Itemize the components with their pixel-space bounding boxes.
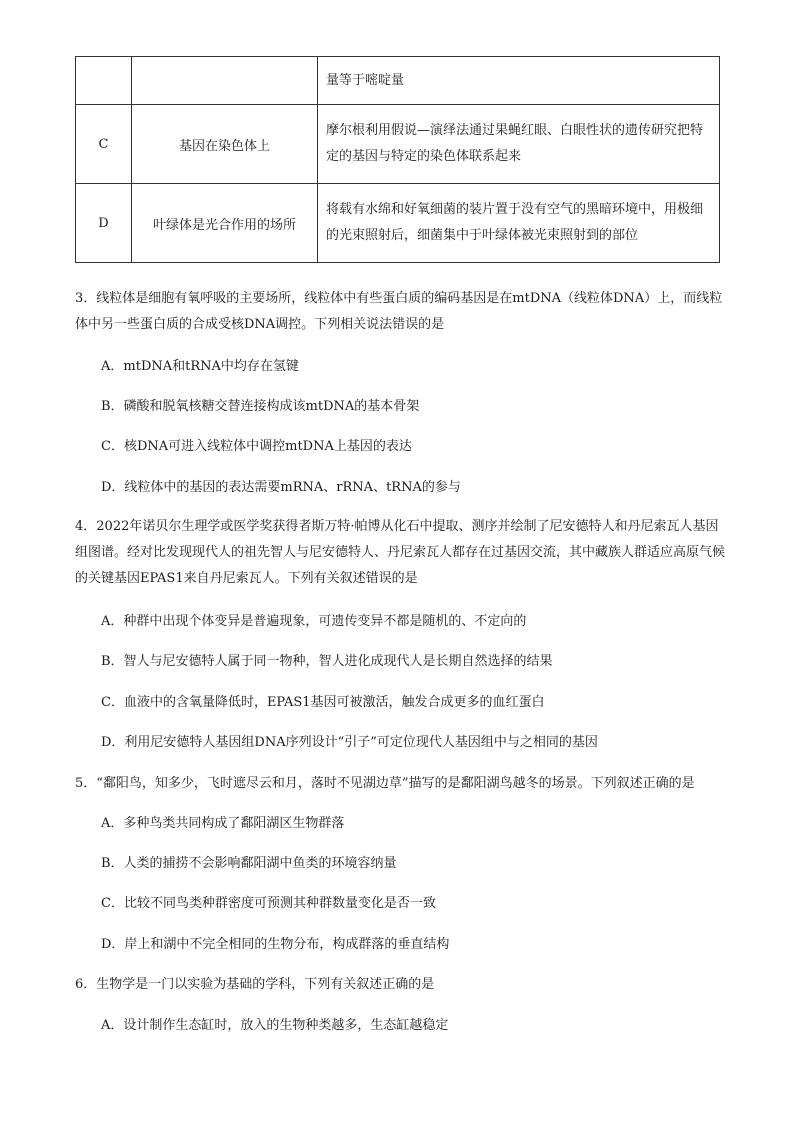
question-5-option-c: C．比较不同鸟类种群密度可预测其种群数量变化是否一致	[101, 896, 436, 911]
row-topic: 叶绿体是光合作用的场所	[132, 184, 318, 263]
question-4-option-d: D．利用尼安德特人基因组DNA序列设计“引子”可定位现代人基因组中与之相同的基因	[101, 735, 598, 750]
question-6-option-a: A．设计制作生态缸时，放入的生物种类越多，生态缸越稳定	[101, 1018, 449, 1033]
question-3-option-c: C．核DNA可进入线粒体中调控mtDNA上基因的表达	[101, 439, 412, 454]
row-label: D	[76, 184, 132, 263]
question-5-option-a: A．多种鸟类共同构成了鄱阳湖区生物群落	[101, 816, 345, 831]
row-description: 将载有水绵和好氧细菌的装片置于没有空气的黑暗环境中，用极细的光束照射后，细菌集中于叶绿体被光束照射到的部位	[318, 184, 720, 263]
table-row	[76, 184, 720, 263]
question-5-option-d: D．岸上和湖中不完全相同的生物分布，构成群落的垂直结构	[101, 937, 450, 952]
table-row	[76, 105, 720, 184]
question-3-option-a: A．mtDNA和tRNA中均存在氢键	[101, 359, 299, 374]
question-5-option-b: B．人类的捕捞不会影响鄱阳湖中鱼类的环境容纳量	[101, 856, 397, 871]
question-3-option-d: D．线粒体中的基因的表达需要mRNA、rRNA、tRNA的参与	[101, 480, 461, 495]
row-topic: 基因在染色体上	[132, 105, 318, 184]
question-3-option-b: B．磷酸和脱氧核糖交替连接构成该mtDNA的基本骨架	[101, 399, 420, 414]
row-description: 摩尔根利用假说—演绎法通过果蝇红眼、白眼性状的遗传研究把特定的基因与特定的染色体联系起来	[318, 105, 720, 184]
question-6-stem: 6．生物学是一门以实验为基础的学科，下列有关叙述正确的是	[75, 977, 435, 992]
question-4-option-c: C．血液中的含氧量降低时，EPAS1基因可被激活，触发合成更多的血红蛋白	[101, 695, 545, 710]
question-4-stem: 4．2022年诺贝尔生理学或医学奖获得者斯万特·帕博从化石中提取、测序并绘制了尼安德特人和丹尼索瓦人基因组图谱。经对比发现现代人的祖先智人与尼安德特人、丹尼索瓦人都存在过基因交流，其中藏族人群适应高原气候的关键基因EPAS1来自丹尼索瓦人。下列有关叙述错误的是	[75, 519, 726, 586]
row-description: 量等于嘧啶量	[318, 57, 720, 105]
question-5-stem: 5．“鄱阳鸟，知多少，飞时遮尽云和月，落时不见湖边草”描写的是鄱阳湖鸟越冬的场景。下列叙述正确的是	[75, 776, 695, 791]
table-row	[76, 57, 720, 105]
question-4-option-b: B．智人与尼安德特人属于同一物种，智人进化成现代人是长期自然选择的结果	[101, 654, 553, 669]
experiment-table	[75, 56, 720, 263]
row-topic	[132, 57, 318, 105]
question-3-stem: 3．线粒体是细胞有氧呼吸的主要场所，线粒体中有些蛋白质的编码基因是在mtDNA（线粒体DNA）上，而线粒体中另一些蛋白质的合成受核DNA调控。下列相关说法错误的是	[75, 291, 723, 332]
row-label: C	[76, 105, 132, 184]
question-4-option-a: A．种群中出现个体变异是普遍现象，可遗传变异不都是随机的、不定向的	[101, 614, 527, 629]
row-label	[76, 57, 132, 105]
